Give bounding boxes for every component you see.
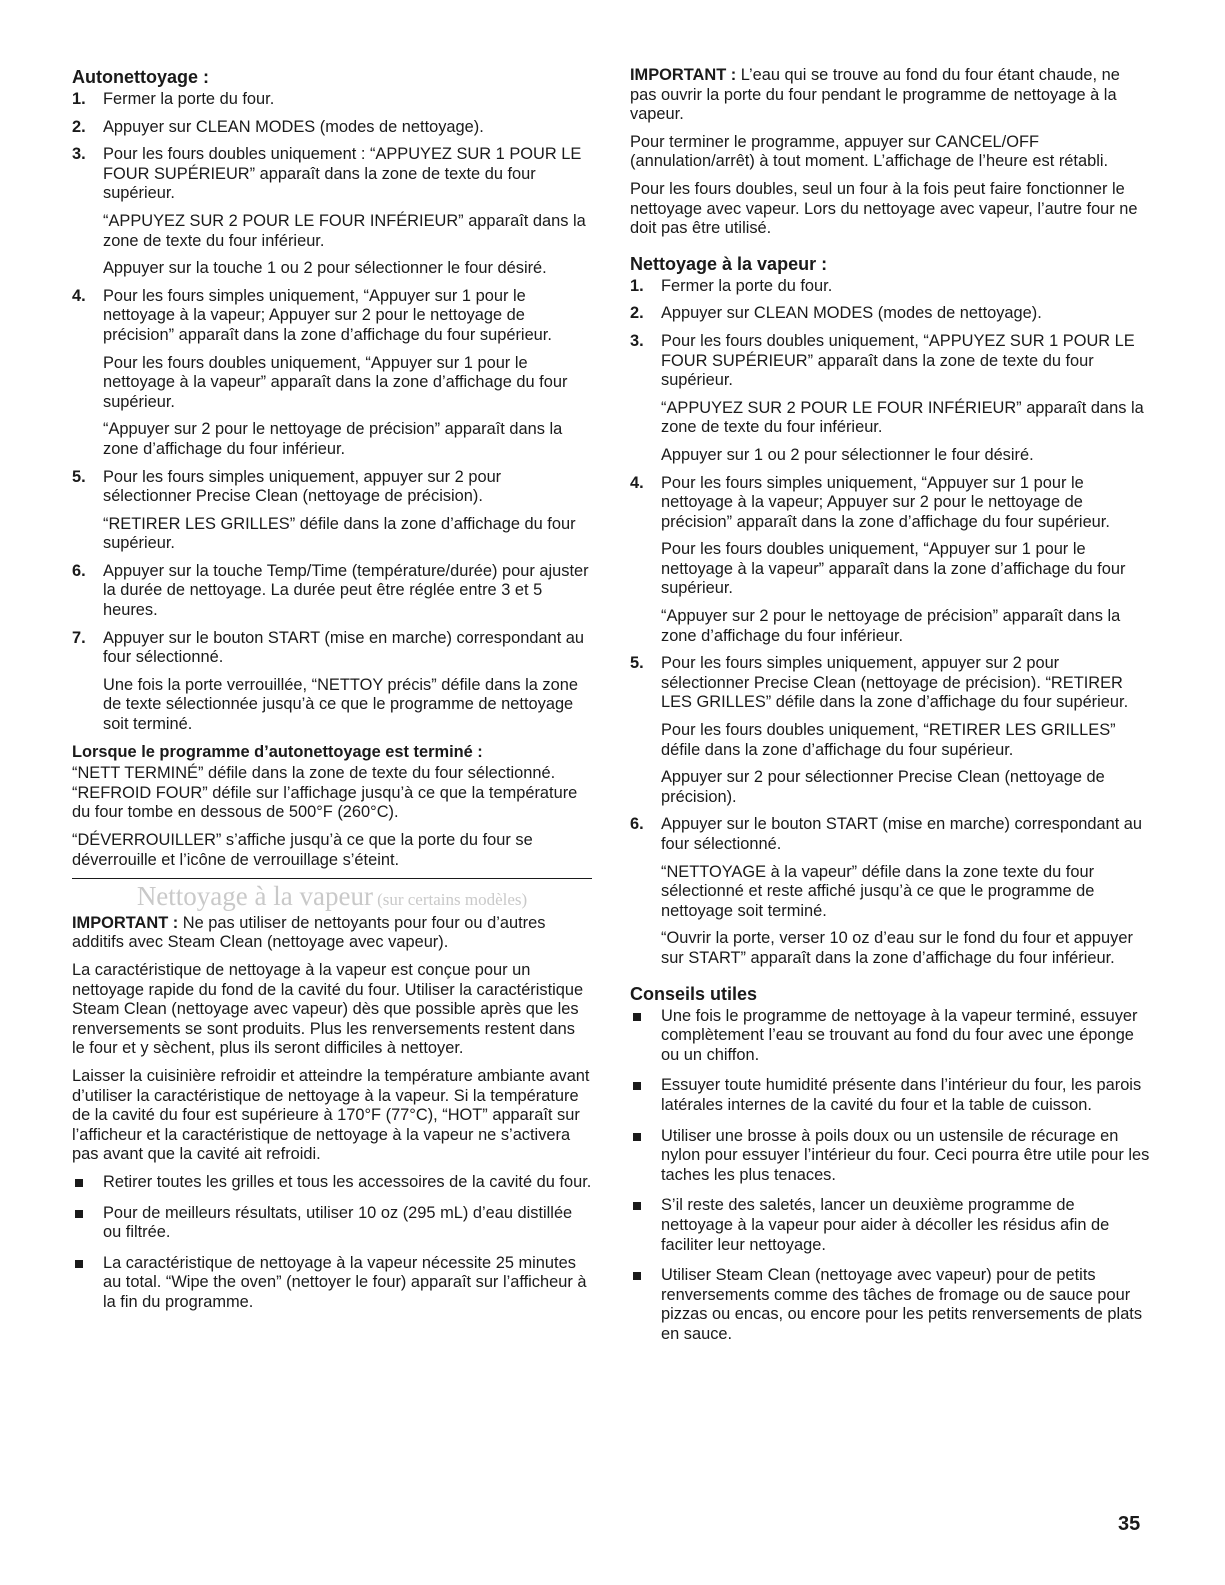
step-item <box>630 332 1150 466</box>
step-number: 5. <box>72 467 86 486</box>
step-item <box>630 474 1150 647</box>
bullet-text: Retirer toutes les grilles et tous les accessoires de la cavité du four. <box>103 1172 592 1191</box>
step-text: Pour les fours simples uniquement, appuyer sur 2 pour sélectionner Precise Clean (nettoyage de précision). “RETIRER LES GRILLES” défile dans la zone d’affichage du four supérieur. <box>661 654 1129 712</box>
step-item <box>72 118 592 138</box>
bullet-text: Pour de meilleurs résultats, utiliser 10 oz (295 mL) d’eau distillée ou filtrée. <box>103 1203 573 1242</box>
bullet-text: Une fois le programme de nettoyage à la vapeur terminé, essuyer complètement l’eau se trouvant au fond du four avec une éponge ou un chiffon. <box>661 1006 1138 1064</box>
left-column <box>72 66 592 1323</box>
step-text: Fermer la porte du four. <box>103 90 275 108</box>
important-label: IMPORTANT : <box>72 913 179 932</box>
step-number: 4. <box>630 473 644 492</box>
bullet-text: La caractéristique de nettoyage à la vapeur nécessite 25 minutes au total. “Wipe the oven” (nettoyer le four) apparaît sur l’afficheur à la fin du programme. <box>103 1253 587 1311</box>
bullet-text: Essuyer toute humidité présente dans l’intérieur du four, les parois latérales internes de la cavité du four et la table de cuisson. <box>661 1076 1142 1114</box>
step-text: Pour les fours doubles uniquement : “APPUYEZ SUR 1 POUR LE FOUR SUPÉRIEUR” apparaît dans la zone de texte du four supérieur. <box>103 145 582 203</box>
section-title-sub: (sur certains modèles) <box>377 890 528 910</box>
tips-heading: Conseils utiles <box>630 983 758 1004</box>
step-number: 6. <box>72 561 86 580</box>
step-text: Pour les fours simples uniquement, “Appuyer sur 1 pour le nettoyage à la vapeur; Appuyer sur 2 pour le nettoyage de précision” apparaît dans la zone d’affichage du four supérieur. <box>103 286 552 344</box>
step-number: 2. <box>72 117 86 136</box>
step-number: 2. <box>630 304 644 323</box>
step-item <box>72 90 592 110</box>
self-clean-end-heading: Lorsque le programme d’autonettoyage est terminé : <box>72 742 483 761</box>
step-number: 3. <box>630 331 644 350</box>
step-text: Fermer la porte du four. <box>661 276 833 295</box>
square-bullet-icon <box>75 1260 83 1268</box>
bullet-item <box>72 1173 592 1193</box>
step-text: Pour les fours doubles uniquement, “Appuyer sur 1 pour le nettoyage à la vapeur” apparaît dans la zone d’affichage du four supérieur. <box>103 353 568 411</box>
step-item <box>630 277 1150 297</box>
bullet-item <box>630 1266 1150 1344</box>
step-number: 4. <box>72 286 86 305</box>
section-divider <box>72 878 592 879</box>
step-item <box>630 654 1150 807</box>
step-item <box>630 304 1150 324</box>
self-clean-steps <box>72 90 592 735</box>
steam-hot-water-note <box>630 66 1150 125</box>
important-label: IMPORTANT : <box>630 66 737 84</box>
step-number: 7. <box>72 628 86 647</box>
step-item <box>72 562 592 621</box>
step-text: Pour les fours doubles uniquement, “RETIRER LES GRILLES” défile dans la zone d’affichage du four supérieur. <box>661 721 1116 759</box>
step-text: “NETTOYAGE à la vapeur” défile dans la zone texte du four sélectionné et reste affiché jusqu’à ce que le programme de nettoyage soit terminé. <box>661 862 1095 920</box>
page-number: 35 <box>1118 1513 1141 1535</box>
steam-clean-steps <box>630 277 1150 969</box>
step-text: “APPUYEZ SUR 2 POUR LE FOUR INFÉRIEUR” apparaît dans la zone de texte du four inférieur. <box>103 211 586 250</box>
bullet-text: Utiliser Steam Clean (nettoyage avec vapeur) pour de petits renversements comme des tâches de fromage ou de sauce pour pizzas ou encas, ou encore pour les petits renversements de plats en sauce. <box>661 1266 1143 1343</box>
step-item <box>72 145 592 279</box>
step-text: Appuyer sur la touche 1 ou 2 pour sélectionner le four désiré. <box>103 259 547 278</box>
bullet-item <box>72 1204 592 1243</box>
bullet-text: S’il reste des saletés, lancer un deuxième programme de nettoyage à la vapeur pour aider à décoller les résidus afin de faciliter leur nettoyage. <box>661 1196 1110 1254</box>
step-number: 3. <box>72 145 86 164</box>
step-text: “APPUYEZ SUR 2 POUR LE FOUR INFÉRIEUR” apparaît dans la zone de texte du four inférieur. <box>661 398 1144 437</box>
bullet-item <box>72 1254 592 1313</box>
bullet-text: Utiliser une brosse à poils doux ou un ustensile de récurage en nylon pour essuyer l’intérieur du four. Ceci pourra être utile pour les taches les plus tenaces. <box>661 1126 1150 1184</box>
steam-cancel-paragraphs <box>630 133 1150 239</box>
body-paragraph: Pour les fours doubles, seul un four à la fois peut faire fonctionner le nettoyage avec vapeur. Lors du nettoyage avec vapeur, l’autre four ne doit pas être utilisé. <box>630 179 1138 238</box>
steam-clean-heading: Nettoyage à la vapeur : <box>630 253 828 274</box>
square-bullet-icon <box>633 1013 641 1021</box>
step-number: 6. <box>630 815 644 834</box>
step-text: Appuyer sur 1 ou 2 pour sélectionner le four désiré. <box>661 445 1034 464</box>
body-paragraph: Pour terminer le programme, appuyer sur CANCEL/OFF (annulation/arrêt) à tout moment. L’affichage de l’heure est rétabli. <box>630 132 1109 171</box>
end-paragraph: “NETT TERMINÉ” défile dans la zone de texte du four sélectionné. “REFROID FOUR” défile sur l’affichage jusqu’à ce que la température du four tombe en dessous de 500°F (260°C). <box>72 764 578 822</box>
self-clean-heading: Autonettoyage : <box>72 67 209 87</box>
steam-intro-paragraphs <box>72 961 592 1165</box>
self-clean-end-text <box>72 764 592 870</box>
step-text: Appuyer sur CLEAN MODES (modes de nettoyage). <box>103 117 484 136</box>
step-number: 5. <box>630 654 644 673</box>
square-bullet-icon <box>633 1202 641 1210</box>
important-text: Ne pas utiliser de nettoyants pour four ou d’autres additifs avec Steam Clean (nettoyage avec vapeur). <box>72 913 546 952</box>
square-bullet-icon <box>633 1133 641 1141</box>
bullet-item <box>630 1127 1150 1186</box>
steam-clean-section-title <box>72 881 592 912</box>
step-text: Appuyer sur CLEAN MODES (modes de nettoyage). <box>661 304 1042 323</box>
step-text: “RETIRER LES GRILLES” défile dans la zone d’affichage du four supérieur. <box>103 514 576 553</box>
important-text: L’eau qui se trouve au fond du four étant chaude, ne pas ouvrir la porte du four pendant le programme de nettoyage à la vapeur. <box>630 66 1120 124</box>
step-text: “Appuyer sur 2 pour le nettoyage de précision” apparaît dans la zone d’affichage du four inférieur. <box>661 607 1121 645</box>
step-text: Pour les fours doubles uniquement, “Appuyer sur 1 pour le nettoyage à la vapeur” apparaît dans la zone d’affichage du four supérieur. <box>661 540 1126 598</box>
steam-important-note <box>72 914 592 953</box>
square-bullet-icon <box>633 1272 641 1280</box>
step-text: Pour les fours simples uniquement, appuyer sur 2 pour sélectionner Precise Clean (nettoyage de précision). <box>103 467 502 506</box>
step-text: Pour les fours simples uniquement, “Appuyer sur 1 pour le nettoyage à la vapeur; Appuyer sur 2 pour le nettoyage de précision” apparaît dans la zone d’affichage du four supérieur. <box>661 473 1110 531</box>
step-text: “Appuyer sur 2 pour le nettoyage de précision” apparaît dans la zone d’affichage du four inférieur. <box>103 420 563 458</box>
step-text: Appuyer sur 2 pour sélectionner Precise Clean (nettoyage de précision). <box>661 768 1105 806</box>
bullet-item <box>630 1076 1150 1115</box>
step-text: Appuyer sur le bouton START (mise en marche) correspondant au four sélectionné. <box>103 628 585 667</box>
square-bullet-icon <box>75 1179 83 1187</box>
step-text: Appuyer sur la touche Temp/Time (température/durée) pour ajuster la durée de nettoyage. La durée peut être réglée entre 3 et 5 heures. <box>103 561 589 620</box>
section-title-main: Nettoyage à la vapeur <box>136 881 373 912</box>
right-column <box>630 66 1150 1355</box>
body-paragraph: La caractéristique de nettoyage à la vapeur est conçue pour un nettoyage rapide du fond de la cavité du four. Utiliser la caractéristique Steam Clean (nettoyage avec vapeur) dès que possible après que les renversements se sont produits. Plus les renversements restent dans le four et y sèchent, plus ils seront difficiles à nettoyer. <box>72 960 584 1058</box>
step-item <box>72 629 592 735</box>
tips-list <box>630 1007 1150 1345</box>
square-bullet-icon <box>633 1082 641 1090</box>
end-paragraph: “DÉVERROUILLER” s’affiche jusqu’à ce que la porte du four se déverrouille et l’icône de verrouillage s’éteint. <box>72 831 533 869</box>
step-item <box>72 468 592 554</box>
step-text: Appuyer sur le bouton START (mise en marche) correspondant au four sélectionné. <box>661 815 1143 853</box>
step-number: 1. <box>72 90 86 108</box>
step-text: Pour les fours doubles uniquement, “APPUYEZ SUR 1 POUR LE FOUR SUPÉRIEUR” apparaît dans la zone de texte du four supérieur. <box>661 331 1135 390</box>
step-text: “Ouvrir la porte, verser 10 oz d’eau sur le fond du four et appuyer sur START” apparaît dans la zone d’affichage du four inférieur. <box>661 929 1133 967</box>
square-bullet-icon <box>75 1210 83 1218</box>
step-text: Une fois la porte verrouillée, “NETTOY précis” défile dans la zone de texte sélectionnée jusqu’à ce que le programme de nettoyage soit terminé. <box>103 675 578 734</box>
step-number: 1. <box>630 276 644 295</box>
step-item <box>72 287 592 460</box>
bullet-item <box>630 1196 1150 1255</box>
steam-prep-bullets <box>72 1173 592 1313</box>
bullet-item <box>630 1007 1150 1066</box>
body-paragraph: Laisser la cuisinière refroidir et atteindre la température ambiante avant d’utiliser la caractéristique de nettoyage à la vapeur. Si la température de la cavité du four est supérieure à 170°F (77°C), “HOT” apparaît sur l’afficheur et la caractéristique de nettoyage à la vapeur ne s’activera pas avant que la cavité ait refroidi. <box>72 1066 590 1164</box>
step-item <box>630 815 1150 968</box>
